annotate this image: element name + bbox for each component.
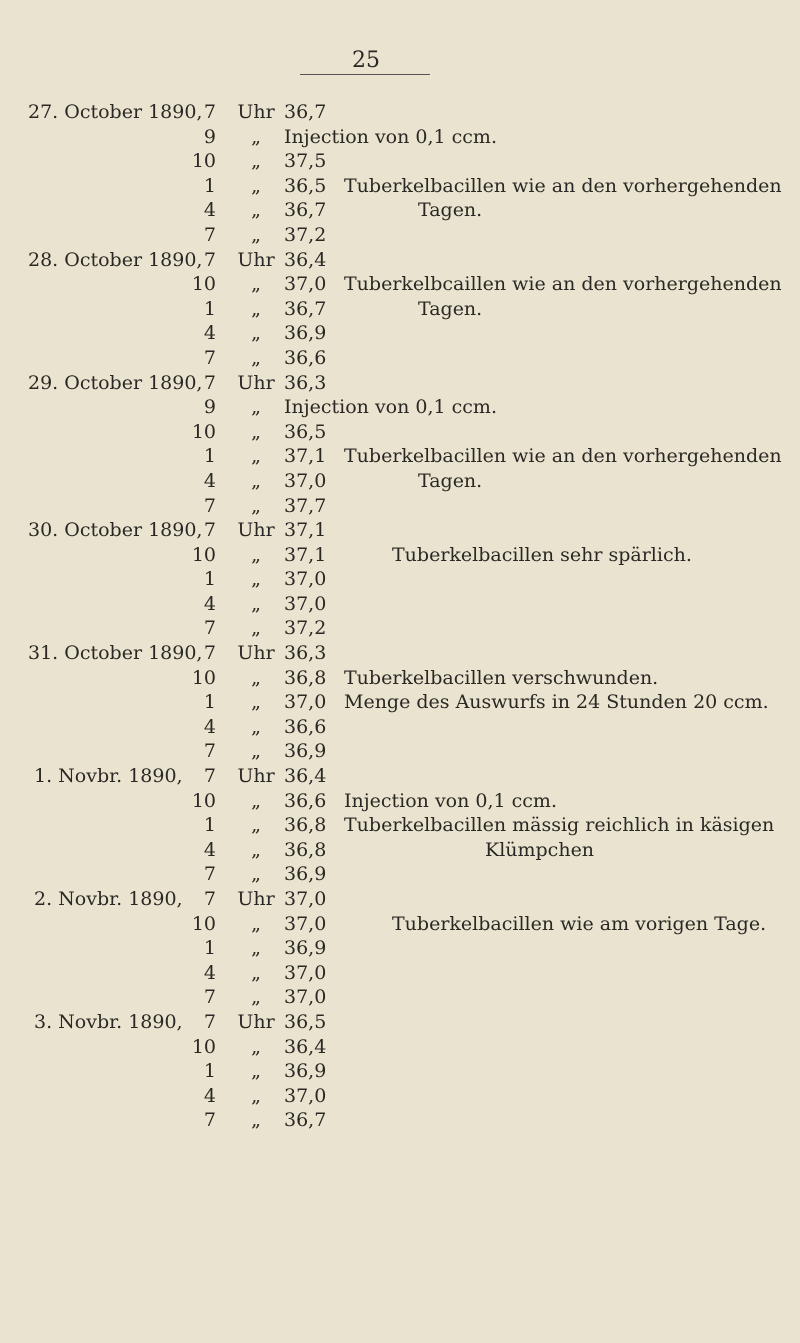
time-unit: „ [251,937,261,960]
time-unit: „ [251,912,261,935]
log-row [0,297,800,322]
temperature-value: 36,9 [284,937,327,960]
time-unit: „ [251,125,261,148]
time-unit: „ [251,715,261,738]
hour: 7 [203,986,216,1009]
hour: 7 [203,888,216,910]
time-unit: „ [251,223,261,246]
hour: 4 [203,592,216,615]
hour: 1 [203,445,216,468]
observation-note: Tuberkelbacillen sehr spärlich. [392,543,692,566]
time-unit: Uhr [237,248,275,271]
hour: 10 [191,1035,216,1058]
hour: 4 [203,961,216,984]
temperature-value: 37,0 [284,912,327,935]
temperature-value: 36,6 [284,715,327,738]
time-unit: „ [251,445,261,468]
hour: 10 [191,150,216,173]
log-row [0,149,800,174]
temperature-value: 37,0 [284,691,327,714]
temperature-value: 37,0 [284,273,327,296]
temperature-value: 37,0 [284,592,327,615]
log-row [0,887,800,912]
time-unit: „ [251,1035,261,1058]
observation-note: Injection von 0,1 ccm. [344,789,557,812]
log-row [0,936,800,961]
hour: 7 [203,248,216,271]
temperature-value: 37,0 [284,888,327,910]
temperature-value: 36,9 [284,322,327,345]
log-row [0,272,800,297]
hour: 7 [203,223,216,246]
time-unit: Uhr [237,642,275,665]
hour: 7 [203,765,216,788]
hour: 10 [191,789,216,812]
temperature-value: 36,6 [284,346,327,369]
temperature-value: 36,8 [284,666,327,689]
hour: 1 [203,1060,216,1083]
observation-note: Tuberkelbacillen verschwunden. [344,666,659,689]
log-row [0,715,800,740]
hour: 4 [203,715,216,738]
hour: 1 [203,937,216,960]
time-unit: „ [251,150,261,173]
log-row [0,518,800,543]
entry-date: 2. Novbr. 1890, [34,888,183,910]
hour: 10 [191,912,216,935]
time-unit: Uhr [237,1010,275,1033]
temperature-value: 37,1 [284,543,327,566]
temperature-value: 36,6 [284,789,327,812]
log-row [0,321,800,346]
time-unit: Uhr [237,765,275,788]
temperature-value: 36,4 [284,765,327,788]
temperature-value: Injection von 0,1 ccm. [284,125,497,148]
hour: 9 [203,396,216,419]
hour: 10 [191,420,216,443]
hour: 7 [203,642,216,665]
log-row [0,174,800,199]
observation-note: Tuberkelbacillen wie an den vorhergehenden [344,174,782,197]
observation-note: Tagen. [418,469,483,492]
hour: 1 [203,568,216,591]
hour: 4 [203,199,216,222]
hour: 7 [203,617,216,640]
time-unit: „ [251,346,261,369]
temperature-value: 36,3 [284,642,327,665]
observation-note: Tagen. [418,297,483,320]
temperature-log [0,100,800,1133]
temperature-value: 37,0 [284,1084,327,1107]
temperature-value: 36,5 [284,174,327,197]
temperature-value: 37,5 [284,150,327,173]
log-row [0,567,800,592]
time-unit: „ [251,420,261,443]
hour: 4 [203,322,216,345]
log-row [0,739,800,764]
hour: 4 [203,1084,216,1107]
time-unit: „ [251,322,261,345]
log-row [0,420,800,445]
log-row [0,100,800,125]
hour: 7 [203,371,216,394]
temperature-value: 36,5 [284,1010,327,1033]
temperature-value: 37,1 [284,445,327,468]
log-row [0,1084,800,1109]
entry-date: 3. Novbr. 1890, [34,1010,183,1033]
hour: 7 [203,1010,216,1033]
time-unit: „ [251,1060,261,1083]
time-unit: „ [251,568,261,591]
time-unit: „ [251,396,261,419]
log-row [0,666,800,691]
temperature-value: 36,4 [284,1035,327,1058]
log-row [0,248,800,273]
log-row [0,223,800,248]
hour: 4 [203,838,216,861]
observation-note: Tuberkelbacillen wie an den vorhergehenden [344,445,782,468]
temperature-value: 36,5 [284,420,327,443]
log-row [0,494,800,519]
temperature-value: 36,7 [284,101,327,123]
log-row [0,444,800,469]
hour: 10 [191,666,216,689]
observation-note: Klümpchen [485,838,595,861]
log-row [0,690,800,715]
observation-note: Tuberkelbcaillen wie an den vorhergehenden [344,273,782,296]
temperature-value: 36,7 [284,297,327,320]
hour: 1 [203,174,216,197]
log-row [0,862,800,887]
entry-date: 1. Novbr. 1890, [34,765,183,788]
temperature-value: 36,9 [284,863,327,886]
hour: 10 [191,273,216,296]
log-row [0,1059,800,1084]
time-unit: „ [251,1084,261,1107]
entry-date: 28. October 1890, [28,248,203,271]
log-row [0,985,800,1010]
temperature-value: 36,4 [284,248,327,271]
log-row [0,764,800,789]
observation-note: Tagen. [418,199,483,222]
time-unit: „ [251,789,261,812]
time-unit: „ [251,199,261,222]
hour: 1 [203,691,216,714]
temperature-value: 37,1 [284,519,327,542]
log-row [0,616,800,641]
log-row [0,1035,800,1060]
temperature-value: 37,0 [284,961,327,984]
time-unit: „ [251,494,261,517]
entry-date: 30. October 1890, [28,519,203,542]
hour: 7 [203,863,216,886]
time-unit: „ [251,543,261,566]
log-row [0,592,800,617]
time-unit: „ [251,814,261,837]
hour: 7 [203,494,216,517]
hour: 1 [203,297,216,320]
log-row [0,813,800,838]
log-row [0,469,800,494]
hour: 7 [203,740,216,763]
hour: 10 [191,543,216,566]
log-row [0,838,800,863]
time-unit: „ [251,740,261,763]
temperature-value: 36,8 [284,838,327,861]
page-number: 25 [352,48,380,73]
log-row [0,395,800,420]
observation-note: Tuberkelbacillen wie am vorigen Tage. [392,912,767,935]
time-unit: „ [251,469,261,492]
temperature-value: Injection von 0,1 ccm. [284,396,497,419]
log-row [0,346,800,371]
temperature-value: 37,2 [284,223,327,246]
time-unit: Uhr [237,519,275,542]
entry-date: 27. October 1890, [28,101,203,123]
log-row [0,371,800,396]
time-unit: „ [251,297,261,320]
log-row [0,125,800,150]
log-row [0,789,800,814]
time-unit: „ [251,691,261,714]
log-row [0,641,800,666]
hour: 7 [203,519,216,542]
temperature-value: 36,3 [284,371,327,394]
log-row [0,543,800,568]
time-unit: „ [251,666,261,689]
temperature-value: 36,7 [284,199,327,222]
temperature-value: 37,7 [284,494,327,517]
hour: 7 [203,346,216,369]
log-row [0,912,800,937]
temperature-value: 37,0 [284,469,327,492]
temperature-value: 36,7 [284,1109,327,1132]
time-unit: „ [251,1109,261,1132]
time-unit: „ [251,986,261,1009]
time-unit: „ [251,863,261,886]
temperature-value: 36,9 [284,740,327,763]
log-row [0,1108,800,1133]
time-unit: „ [251,838,261,861]
hour: 7 [203,101,216,123]
time-unit: Uhr [237,101,275,123]
time-unit: „ [251,174,261,197]
time-unit: „ [251,961,261,984]
temperature-value: 37,0 [284,986,327,1009]
log-row [0,1010,800,1035]
entry-date: 29. October 1890, [28,371,203,394]
hour: 1 [203,814,216,837]
hour: 9 [203,125,216,148]
hour: 7 [203,1109,216,1132]
time-unit: „ [251,273,261,296]
log-row [0,198,800,223]
page-number-rule [300,74,430,75]
time-unit: Uhr [237,888,275,910]
entry-date: 31. October 1890, [28,642,203,665]
time-unit: „ [251,592,261,615]
temperature-value: 36,8 [284,814,327,837]
log-row [0,961,800,986]
temperature-value: 37,0 [284,568,327,591]
time-unit: Uhr [237,371,275,394]
temperature-value: 36,9 [284,1060,327,1083]
time-unit: „ [251,617,261,640]
temperature-value: 37,2 [284,617,327,640]
observation-note: Tuberkelbacillen mässig reichlich in käsigen [344,814,775,837]
hour: 4 [203,469,216,492]
observation-note: Menge des Auswurfs in 24 Stunden 20 ccm. [344,691,769,714]
